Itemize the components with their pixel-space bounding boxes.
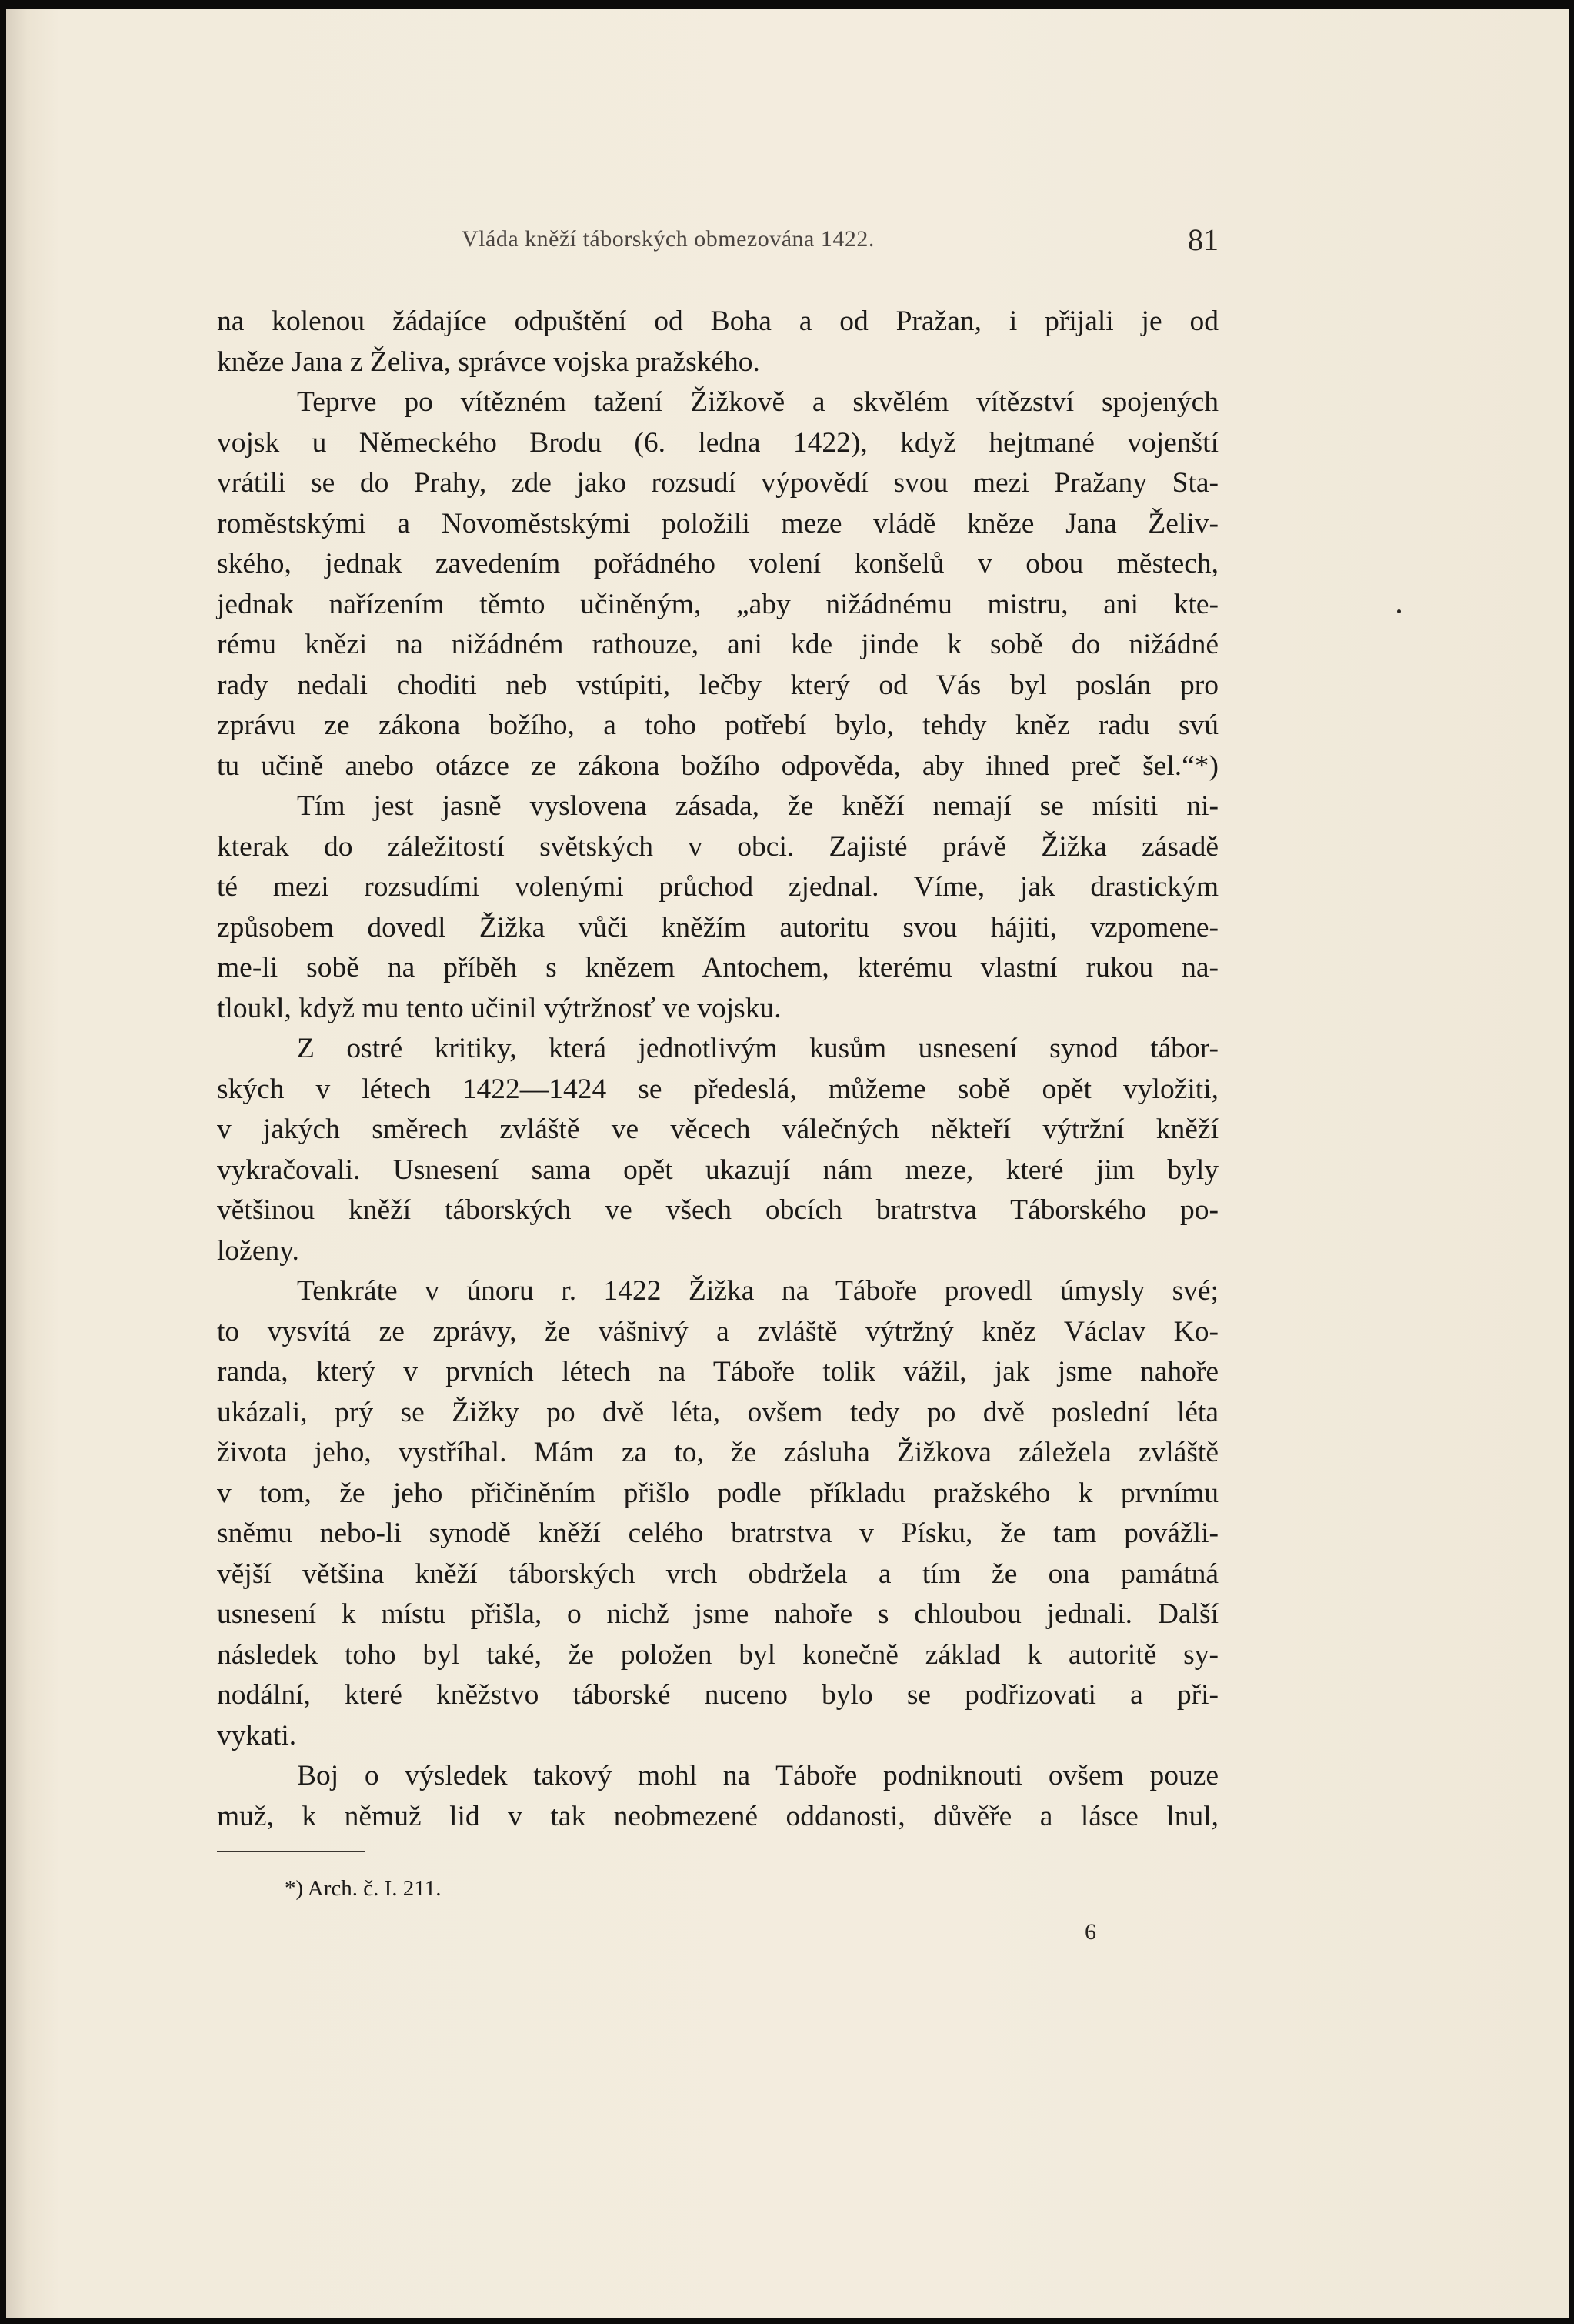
text-line: ského, jednak zavedením pořádného volení konšelů v obou městech,	[217, 548, 1219, 579]
text-line: té mezi rozsudími volenými průchod zjednal. Víme, jak drastickým	[217, 871, 1219, 903]
text-line: loženy.	[217, 1234, 299, 1267]
text-line: vykračovali. Usnesení sama opět ukazují nám meze, které jim byly	[217, 1154, 1219, 1186]
text-line: usnesení k místu přišla, o nichž jsme nahoře s chloubou jednali. Další	[217, 1598, 1219, 1630]
text-line: vykati.	[217, 1719, 297, 1751]
signature-mark: 6	[1085, 1919, 1096, 1945]
text-line: v jakých směrech zvláště ve věcech válečných někteří výtržní kněží	[217, 1114, 1219, 1145]
text-line: v tom, že jeho přičiněním přišlo podle příkladu pražského k prvnímu	[217, 1477, 1219, 1509]
footnote: *) Arch. č. I. 211.	[285, 1876, 442, 1901]
text-line: jednak nařízením těmto učiněným, „aby nižádnému mistru, ani kte-	[217, 588, 1219, 620]
text-line: randa, který v prvních létech na Táboře tolik vážil, jak jsme nahoře	[217, 1356, 1219, 1387]
text-line: většinou kněží táborských ve všech obcích bratrstva Táborského po-	[217, 1194, 1219, 1226]
text-line: tu učině anebo otázce ze zákona božího odpověda, aby ihned preč šel.“*)	[217, 750, 1219, 782]
text-line: následek toho byl také, že položen byl konečně základ k autoritě sy-	[217, 1638, 1219, 1671]
text-line: ských v létech 1422—1424 se předeslá, můžeme sobě opět vyložiti,	[217, 1073, 1219, 1105]
ink-speck	[1397, 609, 1401, 613]
text-line: kněze Jana z Želiva, správce vojska pražského.	[217, 346, 760, 378]
footnote-rule	[217, 1851, 365, 1852]
text-line: rady nedali choditi neb vstúpiti, lečby který od Vás byl poslán pro	[217, 669, 1219, 701]
text-line: muž, k němuž lid v tak neobmezené oddanosti, důvěře a lásce lnul,	[217, 1800, 1219, 1832]
text-line: roměstskými a Novoměstskými položili meze vládě kněze Jana Želiv-	[217, 507, 1219, 539]
text-line: nodální, které kněžstvo táborské nuceno bylo se podřizovati a při-	[217, 1679, 1219, 1711]
text-line: Teprve po vítězném tažení Žižkově a skvělém vítězství spojených	[297, 386, 1219, 418]
body-text	[217, 302, 1219, 1837]
text-line: rému knězi na nižádném rathouze, ani kde jinde k sobě do nižádné	[217, 629, 1219, 660]
text-line: to vysvítá ze zprávy, že vášnivý a zvláště výtržný kněz Václav Ko-	[217, 1315, 1219, 1347]
text-line: Tenkráte v únoru r. 1422 Žižka na Táboře provedl úmysly své;	[297, 1275, 1219, 1307]
text-line: na kolenou žádajíce odpuštění od Boha a od Pražan, i přijali je od	[217, 306, 1219, 337]
text-line: zprávu ze zákona božího, a toho potřebí bylo, tehdy kněz radu svú	[217, 710, 1219, 741]
text-line: vrátili se do Prahy, zde jako rozsudí výpovědí svou mezi Pražany Sta-	[217, 467, 1219, 499]
text-line: života jeho, vystříhal. Mám za to, že zásluha Žižkova záležela zvláště	[217, 1437, 1219, 1468]
text-line: tloukl, když mu tento učinil výtržnosť ve vojsku.	[217, 992, 782, 1024]
text-line: kterak do záležitostí světských v obci. Zajisté právě Žižka zásadě	[217, 830, 1219, 863]
text-line: me-li sobě na příběh s knězem Antochem, kterému vlastní rukou na-	[217, 952, 1219, 983]
page-header	[217, 222, 1219, 268]
text-line: Z ostré kritiky, která jednotlivým kusům usnesení synod tábor-	[297, 1033, 1219, 1064]
text-line: sněmu nebo-li synodě kněží celého bratrstva v Písku, že tam povážli-	[217, 1518, 1219, 1549]
running-title: Vláda kněží táborských obmezována 1422.	[462, 226, 875, 252]
page-number: 81	[1188, 222, 1219, 257]
text-line: způsobem dovedl Žižka vůči kněžím autoritu svou hájiti, vzpomene-	[217, 911, 1219, 943]
text-line: vější většina kněží táborských vrch obdržela a tím že ona památná	[217, 1558, 1219, 1590]
text-line: Tím jest jasně vyslovena zásada, že kněží nemají se mísiti ni-	[297, 790, 1219, 822]
text-line: ukázali, prý se Žižky po dvě léta, ovšem tedy po dvě poslední léta	[217, 1396, 1219, 1428]
text-line: Boj o výsledek takový mohl na Táboře podniknouti ovšem pouze	[297, 1760, 1219, 1791]
text-line: vojsk u Německého Brodu (6. ledna 1422), když hejtmané vojenští	[217, 426, 1219, 459]
